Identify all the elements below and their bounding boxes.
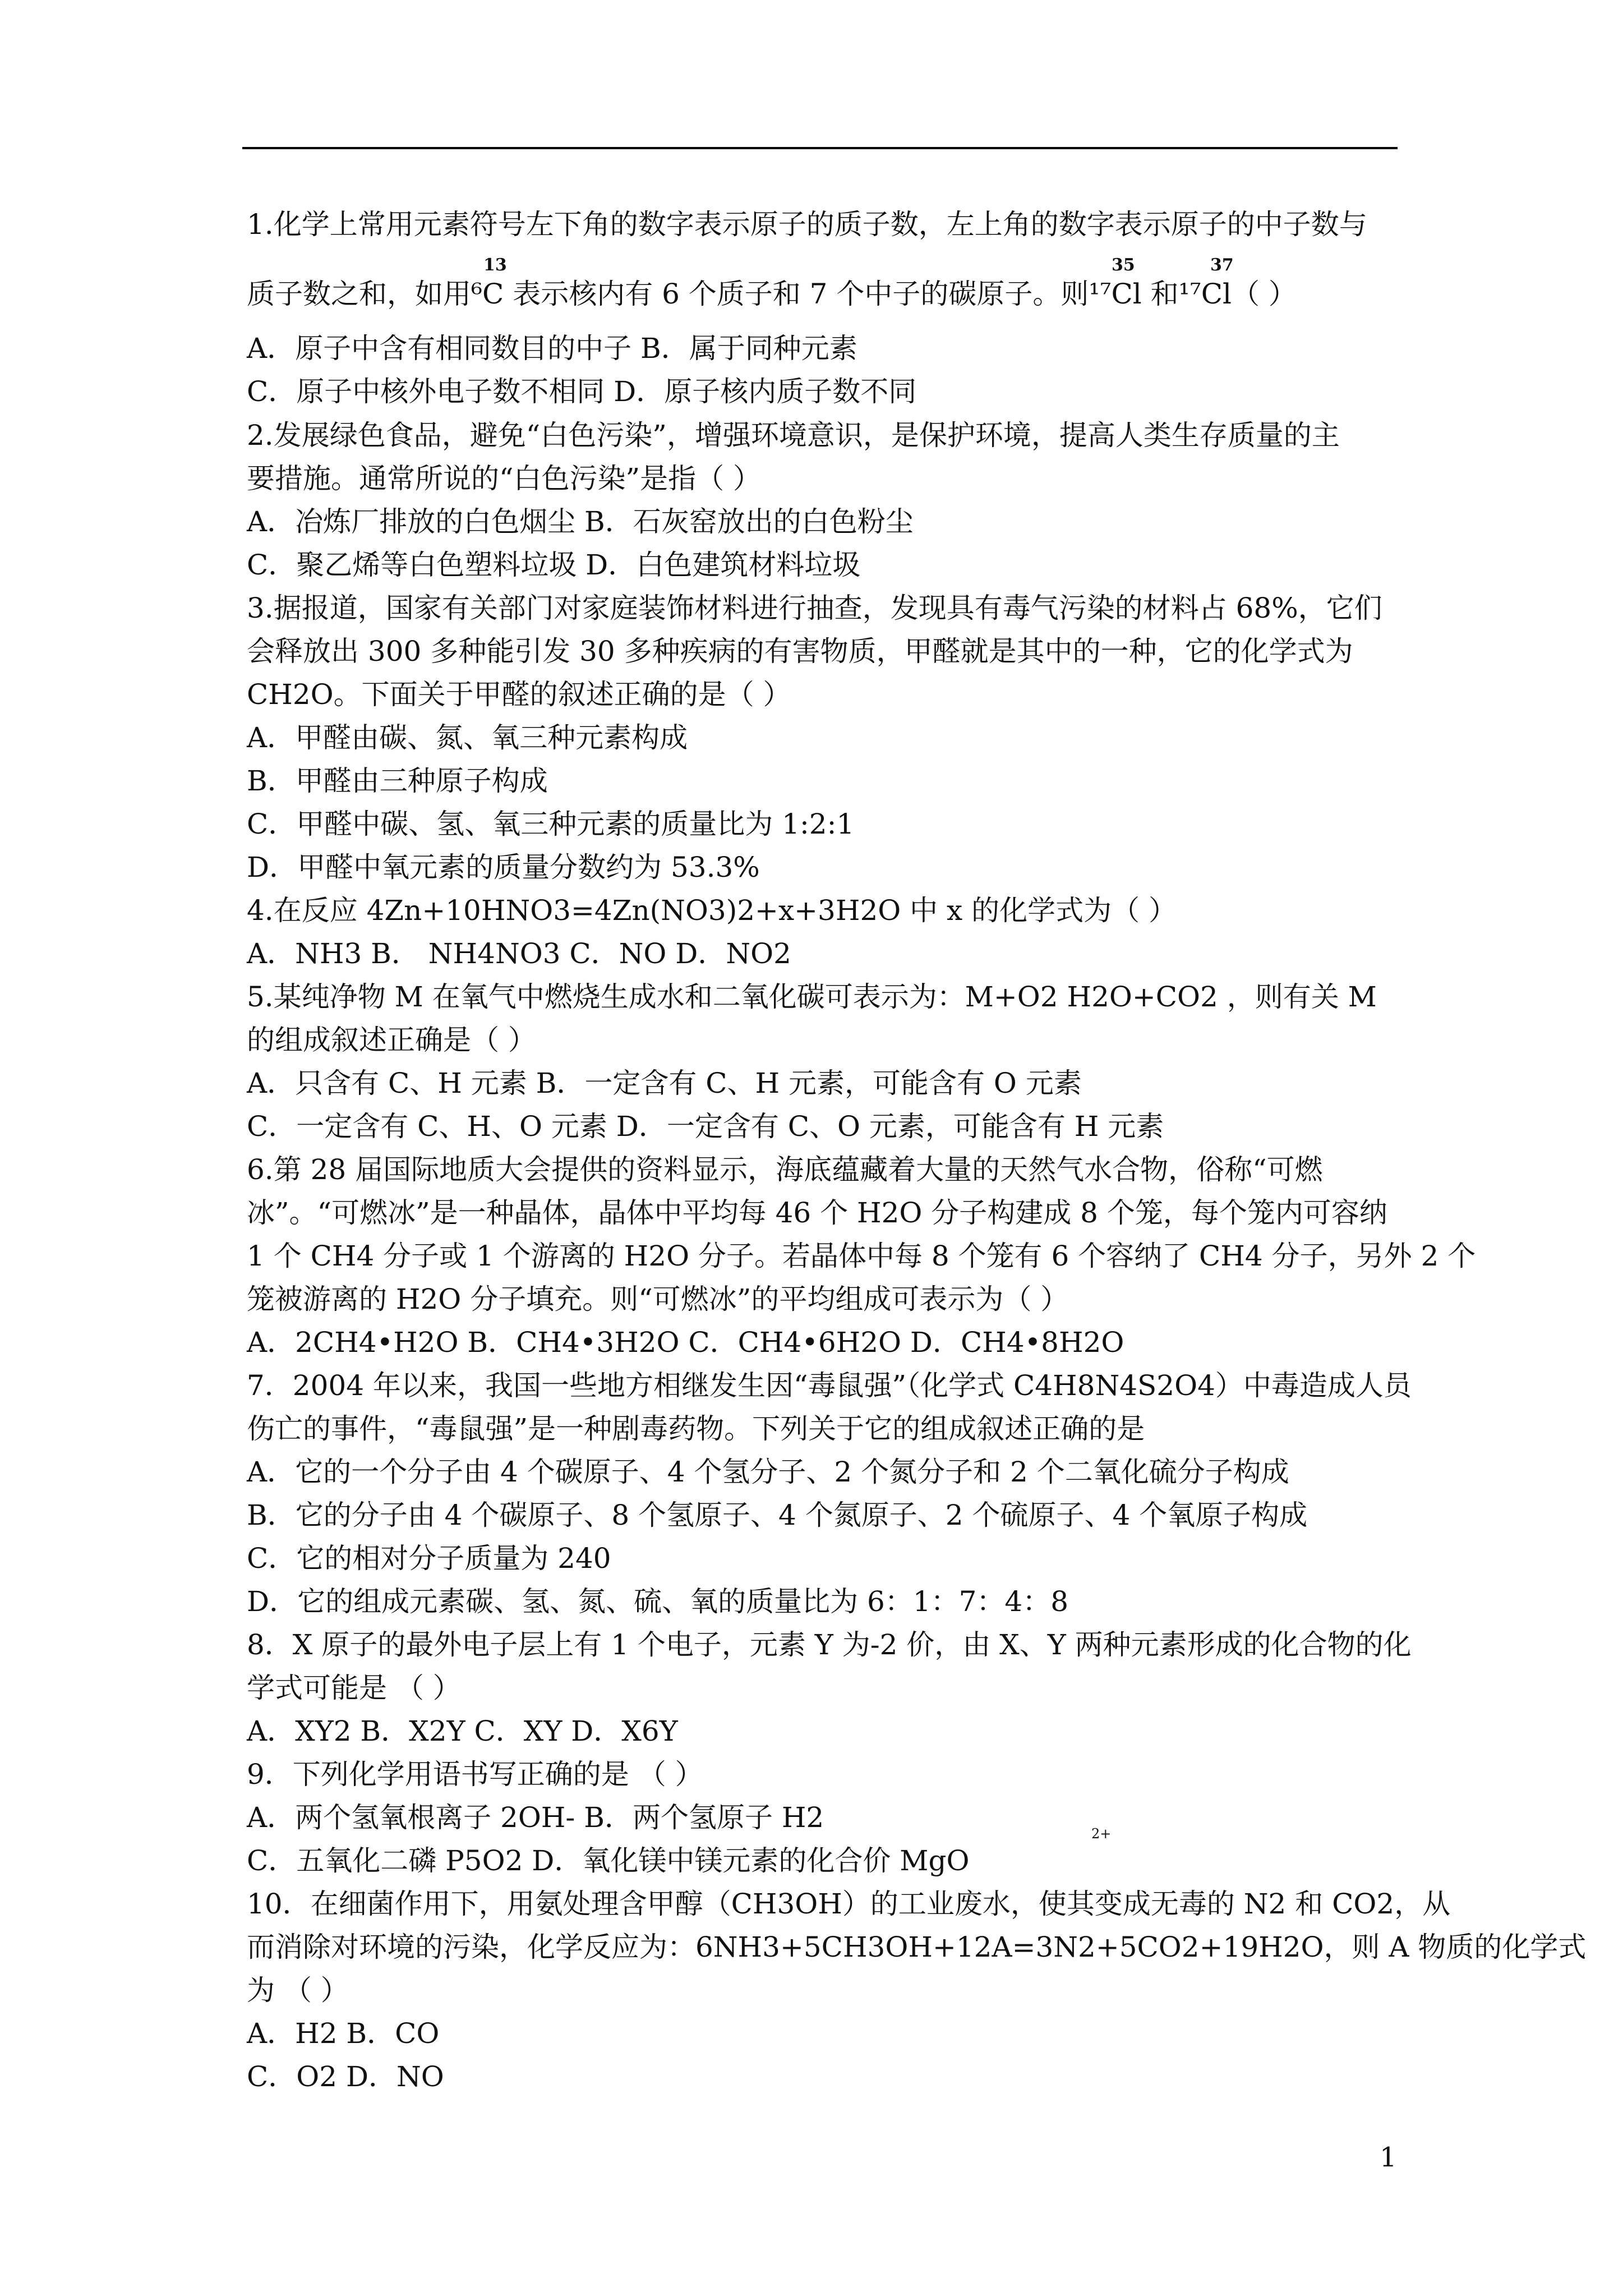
text-line: 伤亡的事件，“毒鼠强”是一种剧毒药物。下列关于它的组成叙述正确的是 (247, 1412, 1145, 1445)
text-line: A．甲醛由碳、氮、氧三种元素构成 (247, 721, 688, 754)
text-line: 学式可能是 （ ） (247, 1672, 461, 1704)
text-line: C．五氧化二磷 P5O2 D．氧化镁中镁元素的化合价 MgO (247, 1844, 970, 1877)
text-line: 笼被游离的 H2O 分子填充。则“可燃冰”的平均组成可表示为（ ） (247, 1283, 1069, 1315)
text-line: A．2CH4•H2O B．CH4•3H2O C．CH4•6H2O D．CH4•8H2O (247, 1326, 1124, 1359)
text-line: 的组成叙述正确是（ ） (247, 1024, 536, 1056)
text-line: C．甲醛中碳、氢、氧三种元素的质量比为 1:2:1 (247, 808, 855, 840)
text-line: A．只含有 C、H 元素 B．一定含有 C、H 元素，可能含有 O 元素 (247, 1067, 1082, 1099)
text-line: B．甲醛由三种原子构成 (247, 765, 548, 797)
text-line: A．NH3 B． NH4NO3 C．NO D．NO2 (247, 937, 791, 970)
text-line: 3.据报道，国家有关部门对家庭装饰材料进行抽查，发现具有毒气污染的材料占 68%，它们 (247, 592, 1382, 624)
text-line: A．它的一个分子由 4 个碳原子、4 个氢分子、2 个氮分子和 2 个二氧化硫分子构成 (247, 1456, 1289, 1488)
text-line: D．它的组成元素碳、氢、氮、硫、氧的质量比为 6：1：7：4：8 (247, 1585, 1069, 1618)
valence-superscript: 2+ (1091, 1826, 1112, 1842)
text-line: A．H2 B．CO (247, 2017, 440, 2050)
text-line: C．聚乙烯等白色塑料垃圾 D．白色建筑材料垃圾 (247, 549, 861, 581)
text-line: 要措施。通常所说的“白色污染”是指（ ） (247, 462, 762, 495)
header-rule (242, 147, 1398, 149)
text-line: 4.在反应 4Zn+10HNO3=4Zn(NO3)2+x+3H2O 中 x 的化学式为（ ） (247, 894, 1177, 927)
text-line: C．原子中核外电子数不相同 D．原子核内质子数不同 (247, 375, 917, 408)
text-line: 2.发展绿色食品，避免“白色污染”，增强环境意识，是保护环境，提高人类生存质量的主 (247, 419, 1340, 452)
text-line: C．它的相对分子质量为 240 (247, 1542, 611, 1575)
text-line: 8．X 原子的最外电子层上有 1 个电子，元素 Y 为-2 价，由 X、Y 两种元素形成的化合物的化 (247, 1628, 1412, 1661)
page-number: 1 (1380, 2142, 1397, 2173)
text-line: A．原子中含有相同数目的中子 B．属于同种元素 (247, 332, 857, 365)
isotope-mass-number: 13 (483, 255, 507, 275)
text-line: 会释放出 300 多种能引发 30 多种疾病的有害物质，甲醛就是其中的一种，它的化学式为 (247, 635, 1353, 668)
text-line: 质子数之和，如用⁶C 表示核内有 6 个质子和 7 个中子的碳原子。则¹⁷Cl 和¹⁷Cl（ ） (247, 278, 1297, 310)
text-line: 1 个 CH4 分子或 1 个游离的 H2O 分子。若晶体中每 8 个笼有 6 个容纳了 CH4 分子，另外 2 个 (247, 1240, 1476, 1272)
text-line: C．一定含有 C、H、O 元素 D．一定含有 C、O 元素，可能含有 H 元素 (247, 1110, 1164, 1143)
text-line: 而消除对环境的污染，化学反应为：6NH3+5CH3OH+12A=3N2+5CO2+19H2O，则 A 物质的化学式 (247, 1931, 1587, 1963)
text-line: B．它的分子由 4 个碳原子、8 个氢原子、4 个氮原子、2 个硫原子、4 个氧原子构成 (247, 1499, 1308, 1531)
text-line: 1.化学上常用元素符号左下角的数字表示原子的质子数，左上角的数字表示原子的中子数与 (247, 208, 1367, 241)
text-line: CH2O。下面关于甲醛的叙述正确的是（ ） (247, 678, 791, 711)
text-line: 5.某纯净物 M 在氧气中燃烧生成水和二氧化碳可表示为：M+O2 H2O+CO2 ，则有关 M (247, 981, 1377, 1013)
text-line: 7．2004 年以来，我国一些地方相继发生因“毒鼠强”（化学式 C4H8N4S2O4）中毒造成人员 (247, 1369, 1412, 1402)
text-line: C．O2 D．NO (247, 2060, 444, 2093)
text-line: A．冶炼厂排放的白色烟尘 B．石灰窑放出的白色粉尘 (247, 505, 914, 538)
text-line: 为 （ ） (247, 1974, 349, 2007)
text-line: A．两个氢氧根离子 2OH- B．两个氢原子 H2 (247, 1801, 824, 1834)
isotope-mass-number: 35 (1112, 255, 1135, 275)
text-line: 6.第 28 届国际地质大会提供的资料显示，海底蕴藏着大量的天然气水合物，俗称“可燃 (247, 1153, 1323, 1186)
text-line: D．甲醛中氧元素的质量分数约为 53.3% (247, 851, 760, 884)
text-line: A．XY2 B．X2Y C．XY D．X6Y (247, 1715, 678, 1747)
text-line: 10．在细菌作用下，用氨处理含甲醇（CH3OH）的工业废水，使其变成无毒的 N2 和 CO2，从 (247, 1888, 1451, 1920)
text-line: 冰”。“可燃冰”是一种晶体，晶体中平均每 46 个 H2O 分子构建成 8 个笼，每个笼内可容纳 (247, 1197, 1387, 1229)
text-line: 9．下列化学用语书写正确的是 （ ） (247, 1758, 703, 1791)
isotope-mass-number: 37 (1210, 255, 1234, 275)
